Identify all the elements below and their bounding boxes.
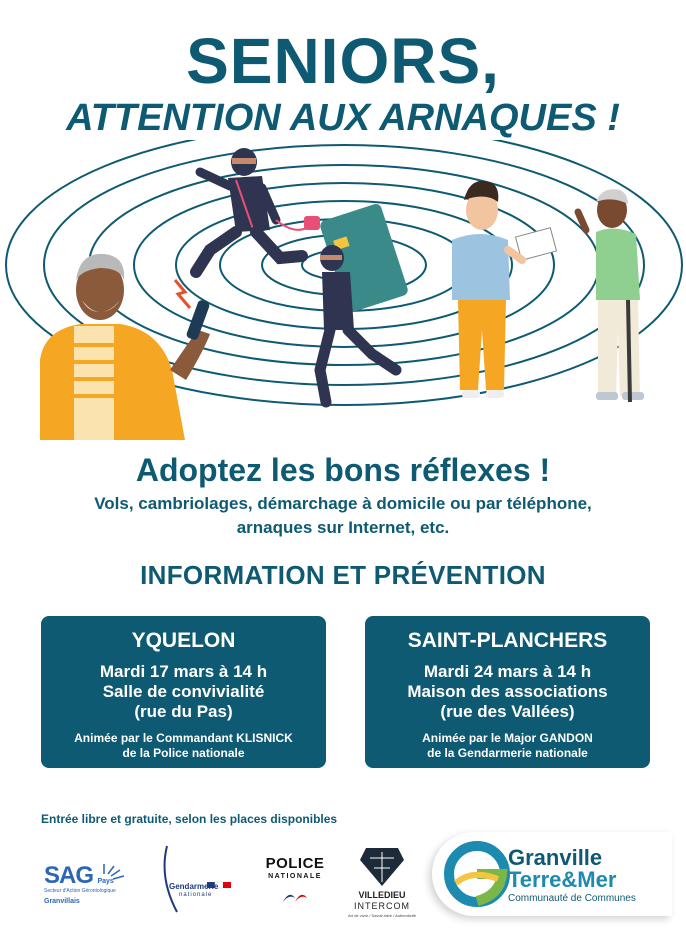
gendarmerie-label: Gendarmerie — [169, 882, 219, 891]
event-date: Mardi 17 mars à 14 h — [99, 662, 268, 681]
granville-line3: Communauté de Communes — [508, 893, 636, 904]
thief-carrying-card-icon — [319, 202, 410, 402]
event-date: Mardi 24 mars à 14 h — [423, 662, 592, 681]
sag-sub: Secteur d'Action Gérontologique — [44, 888, 116, 894]
event-card-yquelon — [41, 616, 326, 768]
villedieu-emblem-icon — [344, 842, 420, 890]
gendarmerie-sub: nationale — [179, 892, 213, 898]
scam-illustration — [0, 140, 686, 440]
sag-logo — [44, 860, 134, 905]
event-street: (rue des Vallées) — [440, 702, 575, 721]
tricolor-flame-icon — [275, 884, 315, 904]
section-title: INFORMATION ET PRÉVENTION — [140, 560, 546, 590]
title-line1: SENIORS, — [186, 25, 500, 97]
granville-line2: Terre&Mer — [508, 867, 617, 892]
villedieu-tag: Art de vivre / Savoir-faire / Authenticité — [347, 913, 417, 918]
police-nationale-logo — [260, 856, 330, 906]
event-venue: Maison des associations — [407, 682, 608, 701]
event-host-line1: Animée par le Commandant KLISNICK — [74, 731, 293, 745]
tagline-line1: Vols, cambriolages, démarchage à domicile ou par téléphone, — [94, 494, 592, 513]
gendarmerie-arc-icon — [157, 838, 237, 918]
man-with-document-icon — [452, 181, 556, 398]
subtitle: Adoptez les bons réflexes ! — [135, 452, 551, 488]
villedieu-line1: VILLEDIEU — [358, 890, 406, 900]
event-town: YQUELON — [131, 629, 236, 652]
villedieu-line2: INTERCOM — [354, 901, 410, 911]
footer-note: Entrée libre et gratuite, selon les places disponibles — [41, 812, 338, 826]
event-host-line2: de la Police nationale — [122, 746, 245, 760]
granville-g-icon — [442, 839, 512, 909]
sag-name: SAG — [44, 862, 94, 889]
granville-terre-mer-logo — [432, 832, 672, 916]
police-line1: POLICE — [265, 855, 325, 872]
event-host-line1: Animée par le Major GANDON — [422, 731, 593, 745]
partner-logos — [0, 830, 686, 930]
villedieu-intercom-logo — [344, 842, 420, 922]
gendarmerie-logo — [157, 838, 237, 918]
police-line2: NATIONALE — [268, 873, 322, 880]
sag-small: Pays Granvillais — [44, 878, 114, 905]
event-host — [365, 731, 650, 761]
event-street: (rue du Pas) — [134, 702, 233, 721]
event-host — [41, 731, 326, 761]
event-town: SAINT-PLANCHERS — [407, 629, 608, 652]
tagline-line2: arnaques sur Internet, etc. — [236, 518, 450, 537]
event-venue: Salle de convivialité — [102, 682, 265, 701]
event-host-line2: de la Gendarmerie nationale — [427, 746, 588, 760]
event-card-saint-planchers — [365, 616, 650, 768]
tagline — [40, 492, 646, 540]
title-line2: ATTENTION AUX ARNAQUES ! — [66, 97, 620, 139]
granville-line1: Granville — [508, 845, 603, 870]
elderly-man-phone-icon — [40, 254, 210, 440]
